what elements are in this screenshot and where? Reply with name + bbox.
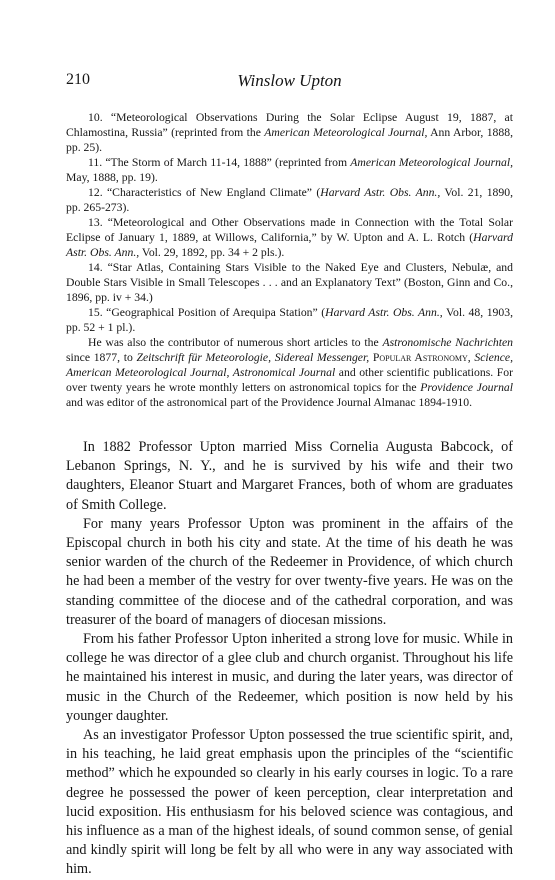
note-text: since 1877, to	[66, 351, 137, 364]
paragraph-marriage: In 1882 Professor Upton married Miss Cornelia Augusta Babcock, of Lebanon Springs, N. Y., and he is survived by his wife and their two daughters, Eleanor Stuart and Margaret Frances, both of whom are graduates of Smith College.	[66, 439, 513, 513]
body-text	[66, 438, 513, 880]
note-journal: Providence Journal	[420, 381, 514, 394]
note-journal: Astronomische Nachrichten	[382, 336, 513, 349]
paragraph-character: As an investigator Professor Upton possessed the true scientific spirit, and, in his teaching, he laid great emphasis upon the principles of the “scientific method” which he expounded so clearly in his early courses in logic. To a rare degree he possessed the power of keen perception, clear interpretation and lucid exposition. His enthusiasm for his beloved science was contagious, and his influence as a man of the highest ideals, of sound common sense, of genial and kindly spirit will long be felt by all who were in any way associated with him.	[66, 727, 513, 878]
note-journal: Zeitschrift für Meteorologie, Sidereal Messenger,	[136, 351, 370, 364]
note-text: He was also the contributor of numerous short articles to the	[88, 336, 383, 349]
reference-text: Vol. 29, 1892, pp. 34 + 2 pls.).	[139, 246, 285, 259]
note-text: and was editor of the astronomical part of the Providence Journal Almanac 1894-1910.	[66, 396, 473, 409]
reference-item	[66, 110, 513, 155]
reference-text: 11. “The Storm of March 11-14, 1888” (reprinted from	[88, 156, 351, 169]
reference-item	[66, 155, 513, 185]
reference-item	[66, 305, 513, 335]
reference-text: May, 1888, pp. 19).	[66, 171, 158, 184]
page-number: 210	[66, 71, 90, 88]
reference-item	[66, 260, 513, 305]
reference-text: 15. “Geographical Position of Arequipa Station” (	[88, 306, 326, 319]
reference-list	[66, 110, 513, 410]
reference-item	[66, 215, 513, 260]
reference-journal: Harvard Astr. Obs. Ann.,	[66, 231, 513, 259]
reference-text: 10. “Meteorological Observations During the Solar Eclipse August 19, 1887, at Chlamostina, Russia” (reprinted from the	[66, 111, 513, 139]
paragraph-church: For many years Professor Upton was prominent in the affairs of the Episcopal church in both his city and state. At the time of his death he was senior warden of the church of the Redeemer in Providence, of which church he had been a member of the vestry for over twenty-five years. He was on the standing committee of the diocese and of the cathedral corporation, and was treasurer of the board of managers of diocesan missions.	[66, 515, 513, 628]
reference-journal: Harvard Astr. Obs. Ann.,	[325, 306, 443, 319]
note-journal-smallcaps: Popular Astronomy,	[372, 351, 471, 364]
reference-item	[66, 185, 513, 215]
page-header	[66, 71, 513, 95]
reference-text: 12. “Characteristics of New England Climate” (	[88, 186, 321, 199]
reference-journal: Harvard Astr. Obs. Ann.,	[320, 186, 441, 199]
reference-text: Vol. 48, 1903, pp. 52 + 1 pl.).	[66, 306, 514, 334]
reference-text: Vol. 21, 1890, pp. 265-273).	[66, 186, 514, 214]
paragraph-music: From his father Professor Upton inherited a strong love for music. While in college he was director of a glee club and church organist. Throughout his life he maintained his interest in music, and during the later years, was director of music in the Church of the Redeemer, which position is now held by his younger daughter.	[66, 631, 513, 724]
reference-text: 14. “Star Atlas, Containing Stars Visible to the Naked Eye and Clusters, Nebulæ, and Double Stars Visible in Small Telescopes . . . and an Explanatory Text” (Boston, Ginn and Co., 1896, pp. iv + 34.)	[66, 261, 513, 304]
reference-text: 13. “Meteorological and Other Observations made in Connection with the Total Solar Eclipse of January 1, 1889, at Willows, California,” by W. Upton and A. L. Rotch (	[66, 216, 513, 244]
note-text: and other scientific publications. For over twenty years he wrote monthly letters on astronomical topics for the	[66, 366, 513, 394]
reference-journal: American Meteorological Journal,	[264, 126, 428, 139]
running-title: Winslow Upton	[237, 71, 342, 90]
reference-journal: American Meteorological Journal,	[350, 156, 513, 169]
reference-text: Ann Arbor, 1888, pp. 25).	[66, 126, 514, 154]
contributor-note	[66, 335, 513, 410]
note-journal: Science, American Meteorological Journal, Astronomical Journal	[66, 351, 513, 379]
